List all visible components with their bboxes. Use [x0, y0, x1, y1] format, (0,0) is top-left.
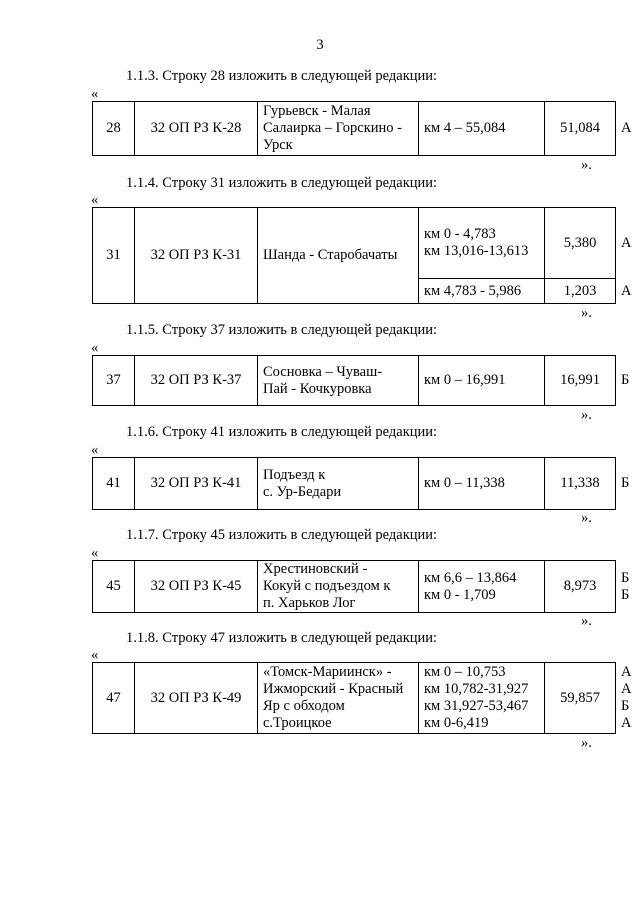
km-range-line: км 13,016-13,613: [424, 243, 529, 259]
close-quote: ».: [581, 407, 592, 423]
road-name: [258, 663, 419, 734]
road-name-line: Салаирка – Горскино -: [263, 120, 402, 136]
road-name-line: Кокуй с подъездом к: [263, 578, 391, 594]
road-length: 8,973: [545, 561, 616, 613]
road-name: [258, 356, 419, 406]
row-number: 37: [93, 356, 135, 406]
km-range-line: км 4 – 55,084: [424, 120, 506, 136]
km-range-line: км 31,927-53,467: [424, 698, 529, 714]
road-length: 16,991: [545, 356, 616, 406]
road-name: [258, 458, 419, 510]
open-quote: «: [91, 545, 99, 561]
row-number: 47: [93, 663, 135, 734]
road-length: 51,084: [545, 102, 616, 156]
road-name: [258, 102, 419, 156]
road-code: 32 ОП РЗ К-45: [135, 561, 258, 613]
road-code: 32 ОП РЗ К-28: [135, 102, 258, 156]
open-quote: «: [91, 86, 99, 102]
table-row: км 4,783 - 5,986 1,203 А: [93, 279, 616, 304]
km-range-line: км 4,783 - 5,986: [424, 282, 522, 299]
road-table-28: [92, 101, 632, 156]
km-range-line: км 0 – 16,991: [424, 372, 506, 388]
road-name-line: с. Ур-Бедари: [263, 483, 342, 500]
road-table-45: [92, 560, 630, 613]
section-heading: 1.1.6. Строку 41 изложить в следующей редакции:: [126, 424, 438, 440]
open-quote: «: [91, 340, 99, 356]
table-row: 28 32 ОП РЗ К-28 Гурьевск - Малая Салаирка – Горскино - Урск км 4 – 55,084 51,084 А: [93, 102, 616, 156]
close-quote: ».: [581, 305, 592, 321]
close-quote: ».: [581, 613, 592, 629]
road-name-line: Хрестиновский -: [263, 561, 368, 577]
section-heading: 1.1.7. Строку 45 изложить в следующей редакции:: [126, 527, 438, 543]
road-code: 32 ОП РЗ К-41: [135, 458, 258, 510]
road-length: 5,380: [545, 208, 616, 279]
km-range-line: км 0 – 10,753: [424, 664, 506, 680]
road-table-37: [92, 355, 630, 406]
close-quote: ».: [581, 510, 592, 526]
road-name-line: Шанда - Старобачаты: [263, 247, 398, 263]
km-range-line: км 6,6 – 13,864: [424, 569, 517, 586]
km-range: [419, 561, 545, 613]
open-quote: «: [91, 192, 99, 208]
road-name-line: Урск: [263, 137, 293, 153]
close-quote: ».: [581, 157, 592, 173]
road-code: 32 ОП РЗ К-49: [135, 663, 258, 734]
road-table-47: [92, 662, 632, 734]
table-row: 31 32 ОП РЗ К-31 Шанда - Старобачаты км 0 - 4,783 км 13,016-13,613 5,380 А: [93, 208, 616, 279]
close-quote: ».: [581, 735, 592, 751]
row-number: 28: [93, 102, 135, 156]
road-code: 32 ОП РЗ К-37: [135, 356, 258, 406]
road-name-line: Пай - Кочкуровка: [263, 380, 372, 397]
section-heading: 1.1.8. Строку 47 изложить в следующей редакции:: [126, 630, 438, 646]
table-row: 41 32 ОП РЗ К-41 Подъезд к с. Ур-Бедари км 0 – 11,338 11,338 Б: [93, 458, 616, 510]
road-name-line: п. Харьков Лог: [263, 595, 356, 611]
road-name-line: Сосновка – Чуваш-: [263, 363, 383, 380]
road-table-41: [92, 457, 630, 510]
road-length: 11,338: [545, 458, 616, 510]
road-length: 59,857: [545, 663, 616, 734]
road-name: [258, 561, 419, 613]
road-name-line: Яр с обходом: [263, 698, 345, 714]
road-name-line: Гурьевск - Малая: [263, 103, 371, 119]
road-table-31: [92, 207, 632, 304]
km-range: [419, 102, 545, 156]
road-name-line: «Томск-Мариинск» -: [263, 664, 392, 680]
row-number: 31: [93, 208, 135, 304]
km-range: [419, 208, 545, 279]
road-name-line: Ижморский - Красный: [263, 681, 404, 697]
road-code: 32 ОП РЗ К-31: [135, 208, 258, 304]
road-name-line: с.Троицкое: [263, 715, 332, 731]
table-row: 45 32 ОП РЗ К-45 Хрестиновский - Кокуй с подъездом к п. Харьков Лог км 6,6 – 13,864 км 0 - 1,709 8,973 Б Б: [93, 561, 616, 613]
table-row: 47 32 ОП РЗ К-49 «Томск-Мариинск» - Ижморский - Красный Яр с обходом с.Троицкое км 0 – 10,753 км 10,782-31,927 км 31,927-53,467 км 0-6,419 59,857 А А Б А: [93, 663, 616, 734]
km-range-line: км 0 - 4,783: [424, 226, 496, 242]
km-range: [419, 663, 545, 734]
km-range-line: км 10,782-31,927: [424, 681, 529, 697]
section-heading: 1.1.3. Строку 28 изложить в следующей редакции:: [126, 68, 438, 84]
km-range: [419, 458, 545, 510]
km-range-line: км 0 – 11,338: [424, 475, 505, 491]
road-name: [258, 208, 419, 304]
km-range: [419, 279, 545, 304]
table-row: 37 32 ОП РЗ К-37 Сосновка – Чуваш- Пай - Кочкуровка км 0 – 16,991 16,991 Б: [93, 356, 616, 406]
row-number: 41: [93, 458, 135, 510]
km-range: [419, 356, 545, 406]
km-range-line: км 0 - 1,709: [424, 586, 496, 603]
page-number: 3: [316, 37, 324, 53]
road-length: 1,203: [545, 279, 616, 304]
km-range-line: км 0-6,419: [424, 715, 489, 731]
road-name-line: Подъезд к: [263, 466, 326, 483]
open-quote: «: [91, 442, 99, 458]
open-quote: «: [91, 647, 99, 663]
section-heading: 1.1.5. Строку 37 изложить в следующей редакции:: [126, 322, 438, 338]
section-heading: 1.1.4. Строку 31 изложить в следующей редакции:: [126, 175, 438, 191]
row-number: 45: [93, 561, 135, 613]
